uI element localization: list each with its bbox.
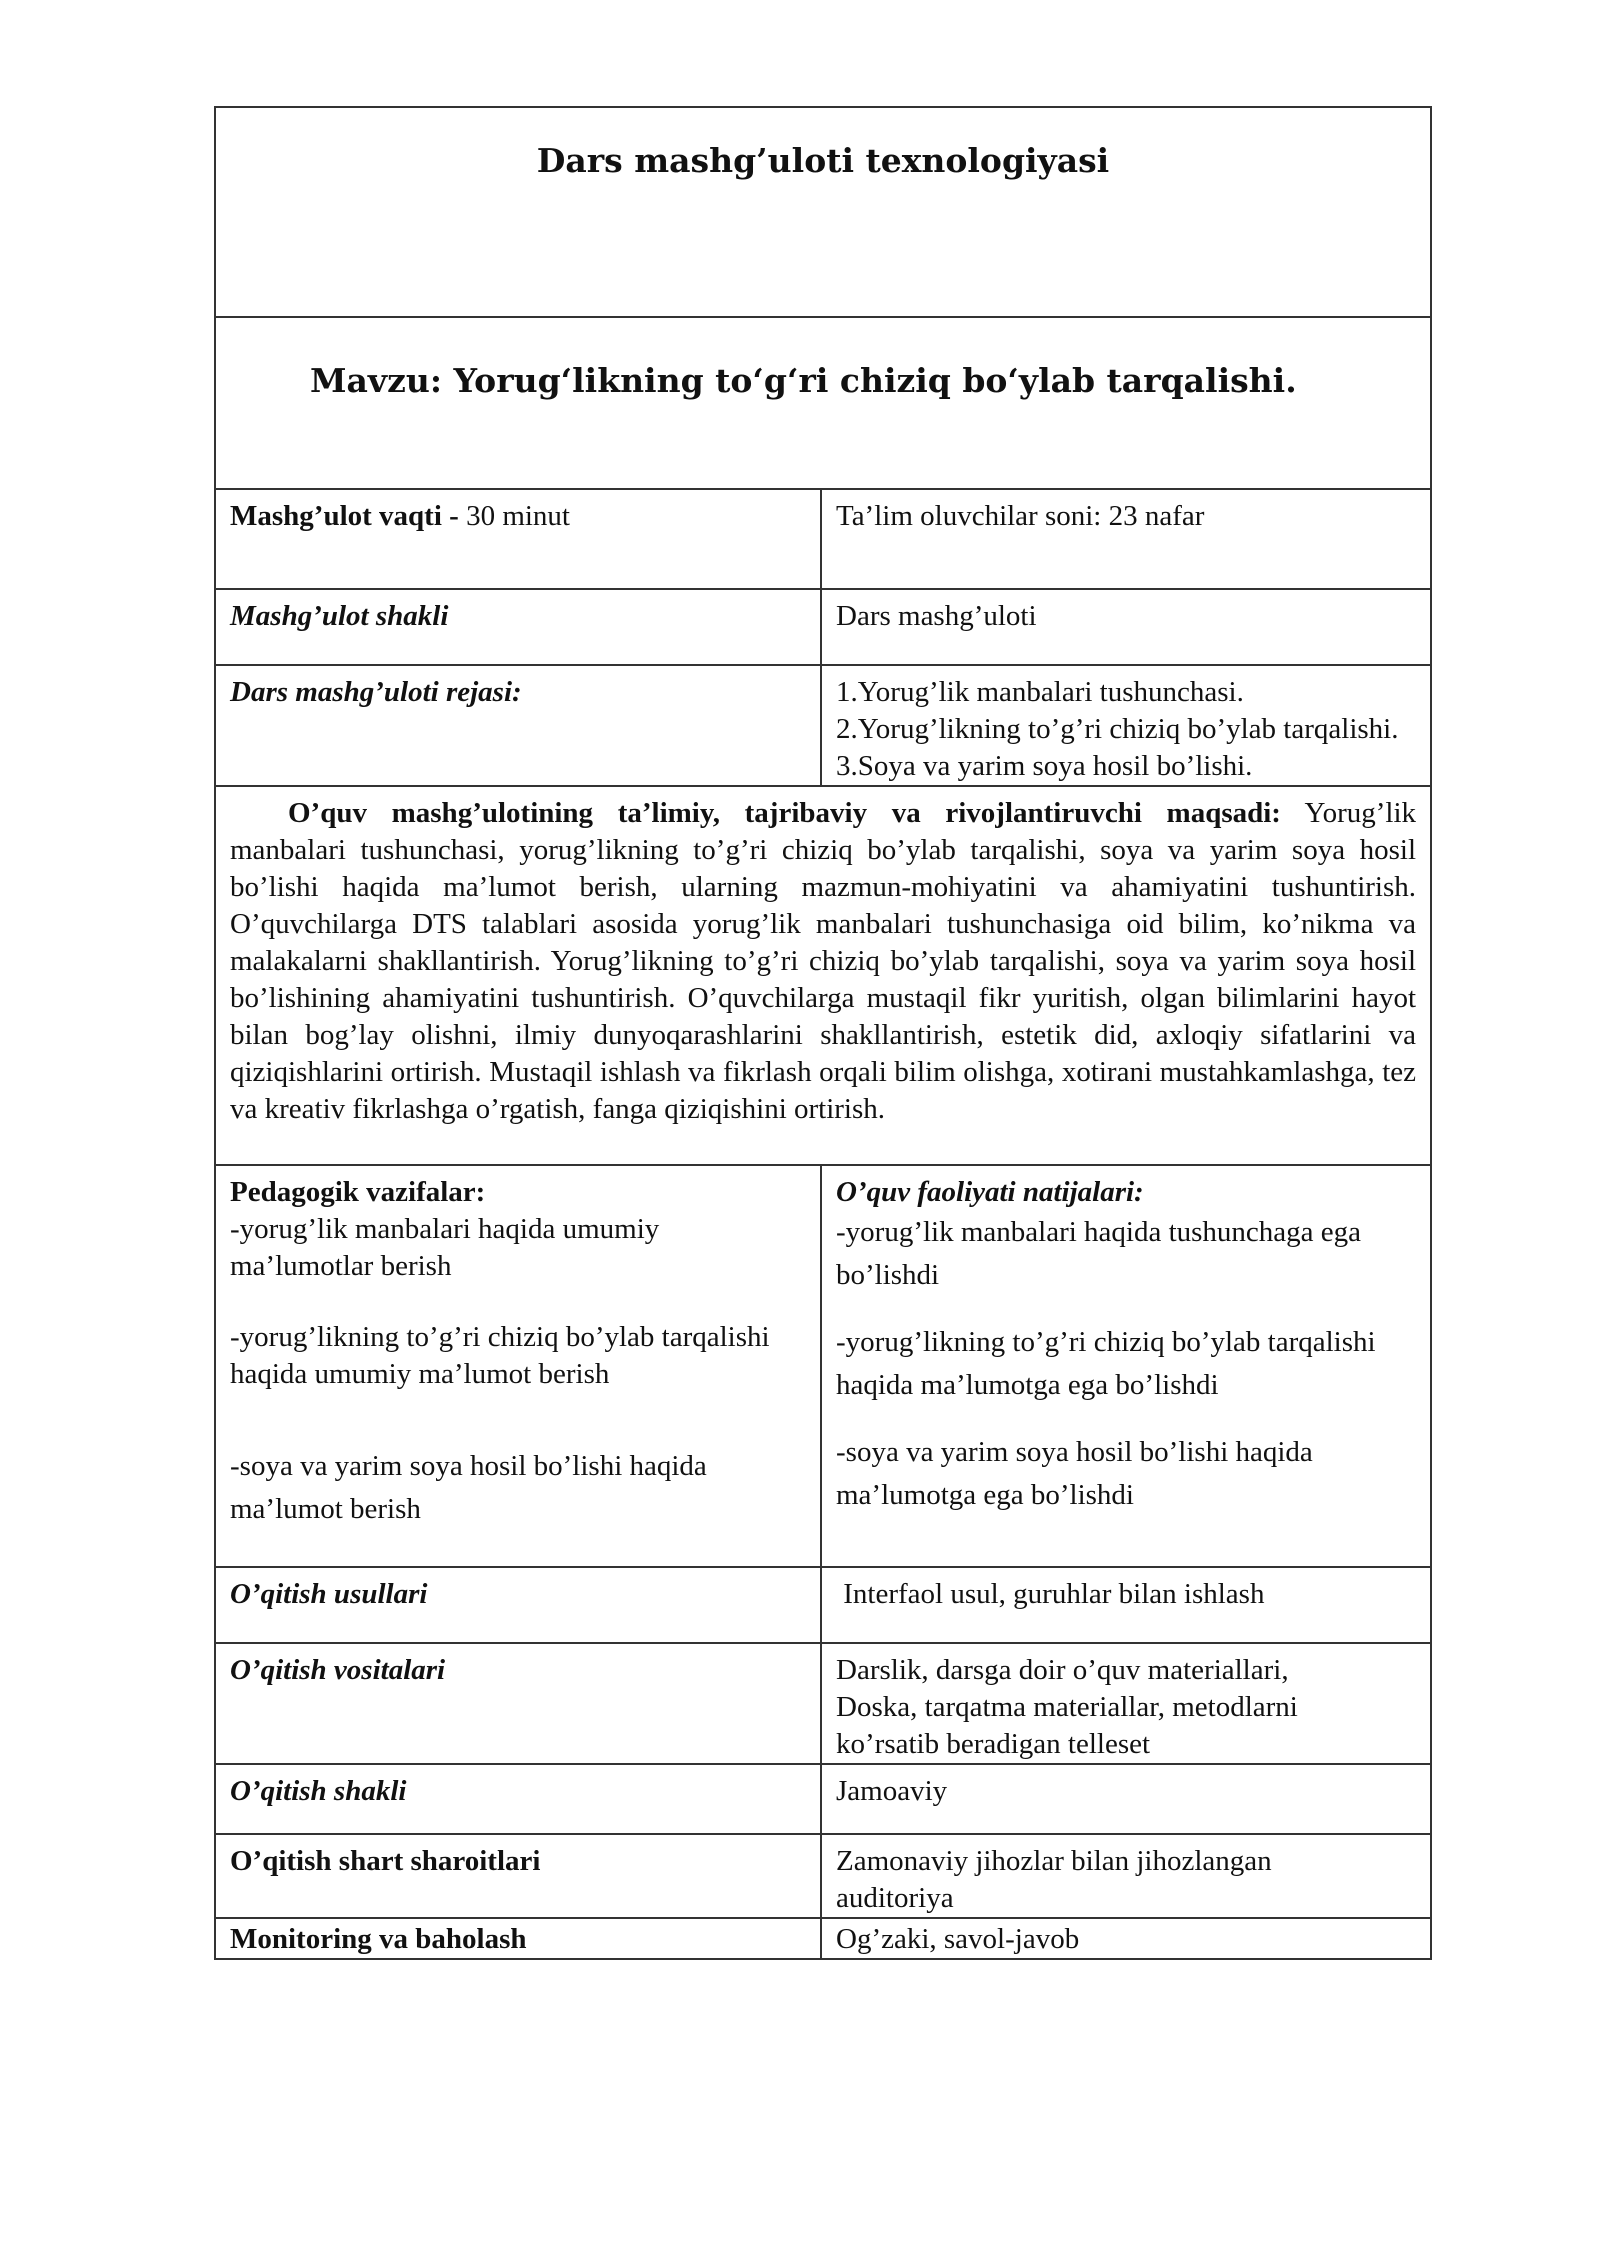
teaching-tools-label: O’qitish vositalari (215, 1643, 821, 1764)
session-form-label: Mashg’ulot shakli (215, 589, 821, 665)
teaching-methods-value: Interfaol usul, guruhlar bilan ishlash (821, 1567, 1431, 1643)
lesson-plan-item: 1.Yorug’lik manbalari tushunchasi. (836, 676, 1244, 708)
session-time-label: Mashg’ulot vaqti (230, 500, 442, 532)
lesson-plan-item: 3.Soya va yarim soya hosil bo’lishi. (836, 750, 1253, 782)
monitoring-row (215, 1918, 1431, 1959)
lesson-topic: Mavzu: Yorug‘likning to‘g‘ri chiziq bo‘ylab tarqalishi. (215, 317, 1431, 489)
learning-result-item: -yorug’likning to’g’ri chiziq bo’ylab tarqalishi haqida ma’lumotga ega bo’lishdi (836, 1326, 1376, 1401)
teaching-methods-label: O’qitish usullari (215, 1567, 821, 1643)
document-title: Dars mashg’uloti texnologiyasi (215, 107, 1431, 317)
lesson-plan-row (215, 665, 1431, 786)
teaching-form-label: O’qitish shakli (215, 1764, 821, 1834)
teaching-conditions-row (215, 1834, 1431, 1918)
teaching-tools-value (821, 1643, 1431, 1764)
goals-label: O’quv mashg’ulotining ta’limiy, tajribaviy va rivojlantiruvchi maqsadi: (288, 797, 1281, 829)
session-time-cell (215, 489, 821, 589)
lesson-plan-items (821, 665, 1431, 786)
teaching-methods-row (215, 1567, 1431, 1643)
monitoring-value: Og’zaki, savol-javob (821, 1918, 1431, 1959)
teaching-tools-row (215, 1643, 1431, 1764)
teaching-form-value: Jamoaviy (821, 1764, 1431, 1834)
lesson-plan-label: Dars mashg’uloti rejasi: (215, 665, 821, 786)
teaching-form-row (215, 1764, 1431, 1834)
pedagogical-task-item: -soya va yarim soya hosil bo’lishi haqida ma’lumot berish (230, 1450, 707, 1525)
learning-results-label: O’quv faoliyati natijalari: (836, 1176, 1144, 1208)
teaching-tools-line: Doska, tarqatma materiallar, metodlarni (836, 1691, 1298, 1723)
students-count: Ta’lim oluvchilar soni: 23 nafar (821, 489, 1431, 589)
goals-text: Yorug’lik manbalari tushunchasi, yorug’likning to’g’ri chiziq bo’ylab tarqalishi, soya va yarim soya hosil bo’lishi haqida ma’lumot berish, ularning mazmun-mohiyatini va ahamiyatini tushuntirish. O’quvchilarga DTS talablari asosida yorug’lik manbalari tushunchasiga oid bilim, ko’nikma va malakalarni shakllantirish. Yorug’likning to’g’ri chiziq bo’ylab tarqalishi, soya va yarim soya hosil bo’lishining ahamiyatini tushuntirish. O’quvchilarga mustaqil fikr yuritish, olgan bilimlarini hayot bilan bog’lay olishni, ilmiy dunyoqarashlarini shakllantirish, estetik did, axloqiy sifatlarini va qiziqishlarini ortirish. Mustaqil ishlash va fikrlash orqali bilim olishga, xotirani mustahkamlashga, tez va kreativ fikrlashga o’rgatish, fanga qiziqishini ortirish. (230, 797, 1417, 1125)
teaching-tools-line: ko’rsatib beradigan telleset (836, 1728, 1151, 1760)
title-row (215, 107, 1431, 317)
session-time-separator: - (441, 500, 467, 532)
goals-row (215, 786, 1431, 1165)
learning-result-item: -yorug’lik manbalari haqida tushunchaga ega bo’lishdi (836, 1216, 1362, 1291)
learning-results-cell (821, 1165, 1431, 1567)
session-form-value: Dars mashg’uloti (821, 589, 1431, 665)
teaching-tools-line: Darslik, darsga doir o’quv materiallari, (836, 1654, 1289, 1686)
teaching-conditions-value: Zamonaviy jihozlar bilan jihozlangan auditoriya (821, 1834, 1431, 1918)
session-form-row (215, 589, 1431, 665)
lesson-technology-table (214, 106, 1432, 1960)
pedagogical-task-item: -yorug’lik manbalari haqida umumiy ma’lumotlar berish (230, 1213, 660, 1282)
pedagogical-tasks-label: Pedagogik vazifalar: (230, 1176, 486, 1208)
learning-result-item: -soya va yarim soya hosil bo’lishi haqida ma’lumotga ega bo’lishdi (836, 1436, 1313, 1511)
topic-row (215, 317, 1431, 489)
monitoring-label: Monitoring va baholash (215, 1918, 821, 1959)
tasks-results-row (215, 1165, 1431, 1567)
session-time-value: 30 minut (466, 500, 570, 532)
teaching-conditions-label: O’qitish shart sharoitlari (215, 1834, 821, 1918)
goals-paragraph (215, 786, 1431, 1165)
pedagogical-task-item: -yorug’likning to’g’ri chiziq bo’ylab tarqalishi haqida umumiy ma’lumot berish (230, 1321, 770, 1390)
pedagogical-tasks-cell (215, 1165, 821, 1567)
session-time-row (215, 489, 1431, 589)
lesson-plan-item: 2.Yorug’likning to’g’ri chiziq bo’ylab tarqalishi. (836, 713, 1399, 745)
